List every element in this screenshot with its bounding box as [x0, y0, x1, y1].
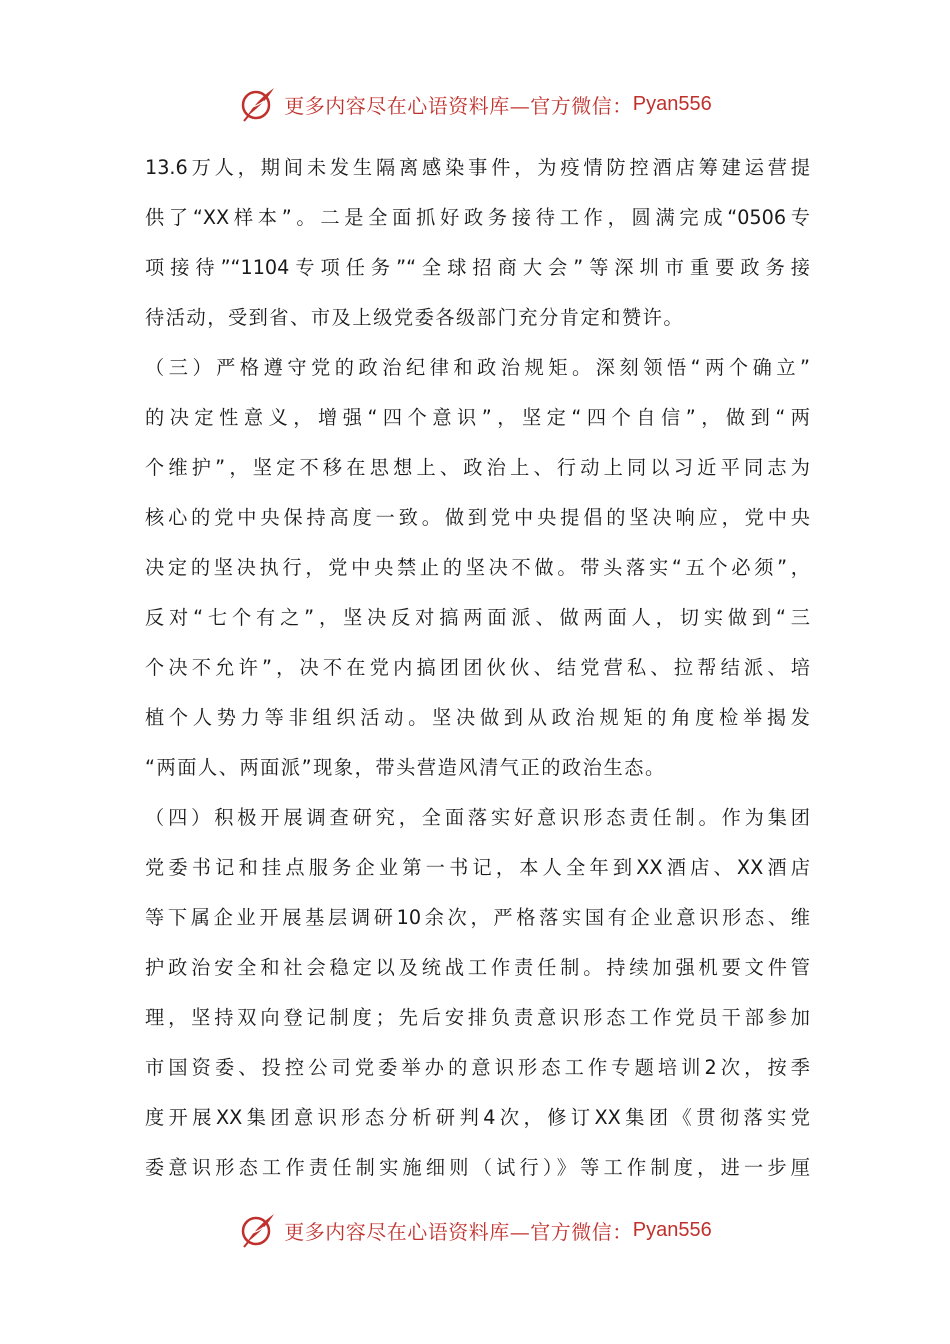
watermark-text: 更多内容尽在心语资料库—官方微信：: [284, 1219, 633, 1244]
watermark-wechat-id: Pyan556: [632, 1218, 712, 1241]
text-line: 13.6万人，期间未发生隔离感染事件，为疫情防控酒店筹建运营提: [145, 156, 810, 179]
text-line: 项接待”“1104专项任务”“全球招商大会”等深圳市重要政务接: [145, 256, 810, 279]
text-line: 核心的党中央保持高度一致。做到党中央提倡的坚决响应，党中央: [145, 506, 810, 529]
text-line: 反对“七个有之”，坚决反对搞两面派、做两面人，切实做到“三: [145, 606, 810, 629]
watermark-text: 更多内容尽在心语资料库—官方微信：: [284, 93, 633, 118]
text-line: 等下属企业开展基层调研10余次，严格落实国有企业意识形态、维: [145, 906, 810, 929]
text-line: “两面人、两面派”现象，带头营造风清气正的政治生态。: [145, 756, 666, 779]
text-line: 的决定性意义，增强“四个意识”，坚定“四个自信”，做到“两: [145, 406, 810, 429]
quill-logo-icon: [238, 84, 278, 124]
text-line: 个维护”，坚定不移在思想上、政治上、行动上同以习近平同志为: [145, 456, 810, 479]
footer-watermark: [0, 1208, 950, 1252]
text-line: （四）积极开展调查研究，全面落实好意识形态责任制。作为集团: [145, 806, 810, 829]
text-line: （三）严格遵守党的政治纪律和政治规矩。深刻领悟“两个确立”: [145, 356, 810, 379]
text-line: 待活动，受到省、市及上级党委各级部门充分肯定和赞许。: [145, 306, 685, 329]
watermark-wechat-id: Pyan556: [632, 92, 712, 115]
header-watermark: [0, 82, 950, 126]
document-body: [145, 143, 810, 1193]
text-line: 度开展XX集团意识形态分析研判4次，修订XX集团《贯彻落实党: [145, 1106, 810, 1129]
text-line: 供了“XX样本”。二是全面抓好政务接待工作，圆满完成“0506专: [145, 206, 810, 229]
text-line: 护政治安全和社会稳定以及统战工作责任制。持续加强机要文件管: [145, 956, 810, 979]
text-line: 决定的坚决执行，党中央禁止的坚决不做。带头落实“五个必须”，: [145, 556, 810, 579]
text-line: 委意识形态工作责任制实施细则（试行）》等工作制度，进一步厘: [145, 1156, 810, 1179]
quill-logo-icon: [238, 1210, 278, 1250]
text-line: 个决不允许”，决不在党内搞团团伙伙、结党营私、拉帮结派、培: [145, 656, 810, 679]
text-line: 理，坚持双向登记制度；先后安排负责意识形态工作党员干部参加: [145, 1006, 810, 1029]
text-line: 市国资委、投控公司党委举办的意识形态工作专题培训2次，按季: [145, 1056, 810, 1079]
text-line: 植个人势力等非组织活动。坚决做到从政治规矩的角度检举揭发: [145, 706, 810, 729]
text-line: 党委书记和挂点服务企业第一书记，本人全年到XX酒店、XX酒店: [145, 856, 810, 879]
